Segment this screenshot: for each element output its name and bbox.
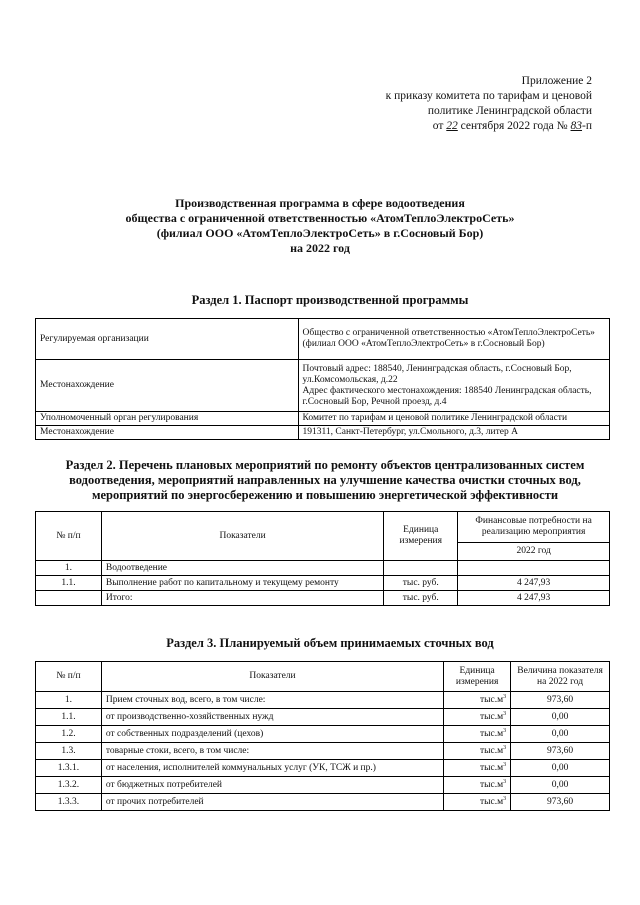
table-row xyxy=(36,412,610,426)
section3-heading: Раздел 3. Планируемый объем принимаемых сточных вод xyxy=(166,636,494,650)
row-unit: тыс. руб. xyxy=(384,591,458,606)
appendix-block xyxy=(366,74,592,134)
unit-text: тыс.м xyxy=(479,711,504,722)
unit-text: тыс.м xyxy=(479,728,504,739)
row-unit xyxy=(444,777,511,794)
title-line2: общества с ограниченной ответственностью «АтомТеплоЭлектроСеть» xyxy=(125,211,515,225)
row-unit xyxy=(444,692,511,709)
row-num: 1. xyxy=(36,692,102,709)
row-num: 1.1. xyxy=(36,709,102,726)
header-num: № п/п xyxy=(36,662,102,692)
row-num: 1.3.2. xyxy=(36,777,102,794)
row-value: 0,00 xyxy=(511,760,610,777)
row-num: 1.2. xyxy=(36,726,102,743)
row-num: 1.3.3. xyxy=(36,794,102,811)
row-unit xyxy=(444,726,511,743)
row-value: 973,60 xyxy=(511,692,610,709)
row-num xyxy=(36,591,102,606)
table-row xyxy=(36,576,610,591)
table-row xyxy=(36,777,610,794)
section2-heading xyxy=(30,458,620,503)
row-value xyxy=(458,561,610,576)
table-row xyxy=(36,794,610,811)
row-name: товарные стоки, всего, в том числе: xyxy=(101,743,443,760)
row-num: 1.3.1. xyxy=(36,760,102,777)
section2-heading-line3: мероприятий по энергосбережению и повышению энергетической эффективности xyxy=(91,488,559,502)
row-name: от собственных подразделений (цехов) xyxy=(101,726,443,743)
unit-sup: 3 xyxy=(503,693,507,700)
section1-heading: Раздел 1. Паспорт производственной программы xyxy=(191,293,469,307)
unit-text: тыс.м xyxy=(479,694,504,705)
row-value: 973,60 xyxy=(511,743,610,760)
row-num: 1. xyxy=(36,561,102,576)
table-row xyxy=(36,709,610,726)
row-name: Прием сточных вод, всего, в том числе: xyxy=(101,692,443,709)
unit-sup: 3 xyxy=(503,710,507,717)
table-row xyxy=(36,743,610,760)
row-unit xyxy=(444,760,511,777)
passport-label: Местонахождение xyxy=(36,426,299,440)
unit-text: тыс.м xyxy=(479,796,504,807)
postal-address: Почтовый адрес: 188540, Ленинградская область, г.Сосновый Бор, ул.Комсомольская, д.22 xyxy=(302,363,572,385)
date-middle: сентября 2022 года № xyxy=(460,120,568,132)
actual-address: Адрес фактического местонахождения: 188540 Ленинградская область, г.Сосновый Бор, Речной проезд, д.4 xyxy=(302,385,592,407)
row-value: 4 247,93 xyxy=(458,591,610,606)
unit-sup: 3 xyxy=(503,795,507,802)
unit-sup: 3 xyxy=(503,778,507,785)
header-unit: Единица измерения xyxy=(444,662,511,692)
row-name: от бюджетных потребителей xyxy=(101,777,443,794)
row-unit xyxy=(384,561,458,576)
passport-value: 191311, Санкт-Петербург, ул.Смольного, д.3, литер А xyxy=(298,426,609,440)
header-num: № п/п xyxy=(36,512,102,561)
order-number: 83 xyxy=(570,120,583,132)
appendix-line3: политике Ленинградской области xyxy=(427,105,592,117)
table-row xyxy=(36,692,610,709)
measures-table xyxy=(35,511,610,606)
title-line4: на 2022 год xyxy=(290,241,350,255)
table-header-row xyxy=(36,512,610,543)
table-row xyxy=(36,426,610,440)
row-name: Водоотведение xyxy=(101,561,383,576)
row-unit xyxy=(444,709,511,726)
unit-text: тыс.м xyxy=(479,779,504,790)
unit-text: тыс.м xyxy=(479,762,504,773)
table-row xyxy=(36,760,610,777)
document-title xyxy=(40,196,600,256)
title-line3: (филиал ООО «АтомТеплоЭлектроСеть» в г.Сосновый Бор) xyxy=(156,226,484,240)
wastewater-table xyxy=(35,661,610,811)
passport-value xyxy=(298,360,609,412)
header-indicators: Показатели xyxy=(101,512,383,561)
unit-text: тыс.м xyxy=(479,745,504,756)
passport-label: Регулируемая организации xyxy=(36,319,299,360)
unit-sup: 3 xyxy=(503,761,507,768)
row-num: 1.3. xyxy=(36,743,102,760)
order-suffix: -п xyxy=(582,120,592,132)
header-indicators: Показатели xyxy=(101,662,443,692)
passport-label: Местонахождение xyxy=(36,360,299,412)
table-row xyxy=(36,561,610,576)
row-unit xyxy=(444,794,511,811)
table-row xyxy=(36,360,610,412)
table-header-row xyxy=(36,662,610,692)
appendix-title: Приложение 2 xyxy=(521,75,592,87)
row-name: от населения, исполнителей коммунальных услуг (УК, ТСЖ и пр.) xyxy=(101,760,443,777)
section2-heading-line2: водоотведения, мероприятий направленных на улучшение качества очистки сточных вод, xyxy=(69,473,581,487)
row-name: Итого: xyxy=(101,591,383,606)
header-year: 2022 год xyxy=(458,543,610,561)
header-finance: Финансовые потребности на реализацию мероприятия xyxy=(458,512,610,543)
appendix-date xyxy=(366,119,592,134)
row-name: Выполнение работ по капитальному и текущему ремонту xyxy=(101,576,383,591)
unit-sup: 3 xyxy=(503,744,507,751)
row-value: 0,00 xyxy=(511,777,610,794)
row-unit: тыс. руб. xyxy=(384,576,458,591)
date-prefix: от xyxy=(432,120,444,132)
passport-value: Общество с ограниченной ответственностью «АтомТеплоЭлектроСеть» (филиал ООО «АтомТеплоЭлектроСеть» в г.Сосновый Бор) xyxy=(298,319,609,360)
header-value: Величина показателя на 2022 год xyxy=(511,662,610,692)
table-row xyxy=(36,726,610,743)
row-value: 0,00 xyxy=(511,709,610,726)
section2-heading-line1: Раздел 2. Перечень плановых мероприятий по ремонту объектов централизованных систем xyxy=(65,458,585,472)
date-day: 22 xyxy=(446,120,458,132)
title-line1: Производственная программа в сфере водоотведения xyxy=(175,196,465,210)
row-num: 1.1. xyxy=(36,576,102,591)
table-row xyxy=(36,591,610,606)
passport-label: Уполномоченный орган регулирования xyxy=(36,412,299,426)
passport-value: Комитет по тарифам и ценовой политике Ленинградской области xyxy=(298,412,609,426)
row-name: от прочих потребителей xyxy=(101,794,443,811)
passport-table xyxy=(35,318,610,440)
row-name: от производственно-хозяйственных нужд xyxy=(101,709,443,726)
row-value: 973,60 xyxy=(511,794,610,811)
table-row xyxy=(36,319,610,360)
row-value: 4 247,93 xyxy=(458,576,610,591)
row-value: 0,00 xyxy=(511,726,610,743)
appendix-line2: к приказу комитета по тарифам и ценовой xyxy=(385,90,592,102)
row-unit xyxy=(444,743,511,760)
unit-sup: 3 xyxy=(503,727,507,734)
header-unit: Единица измерения xyxy=(384,512,458,561)
